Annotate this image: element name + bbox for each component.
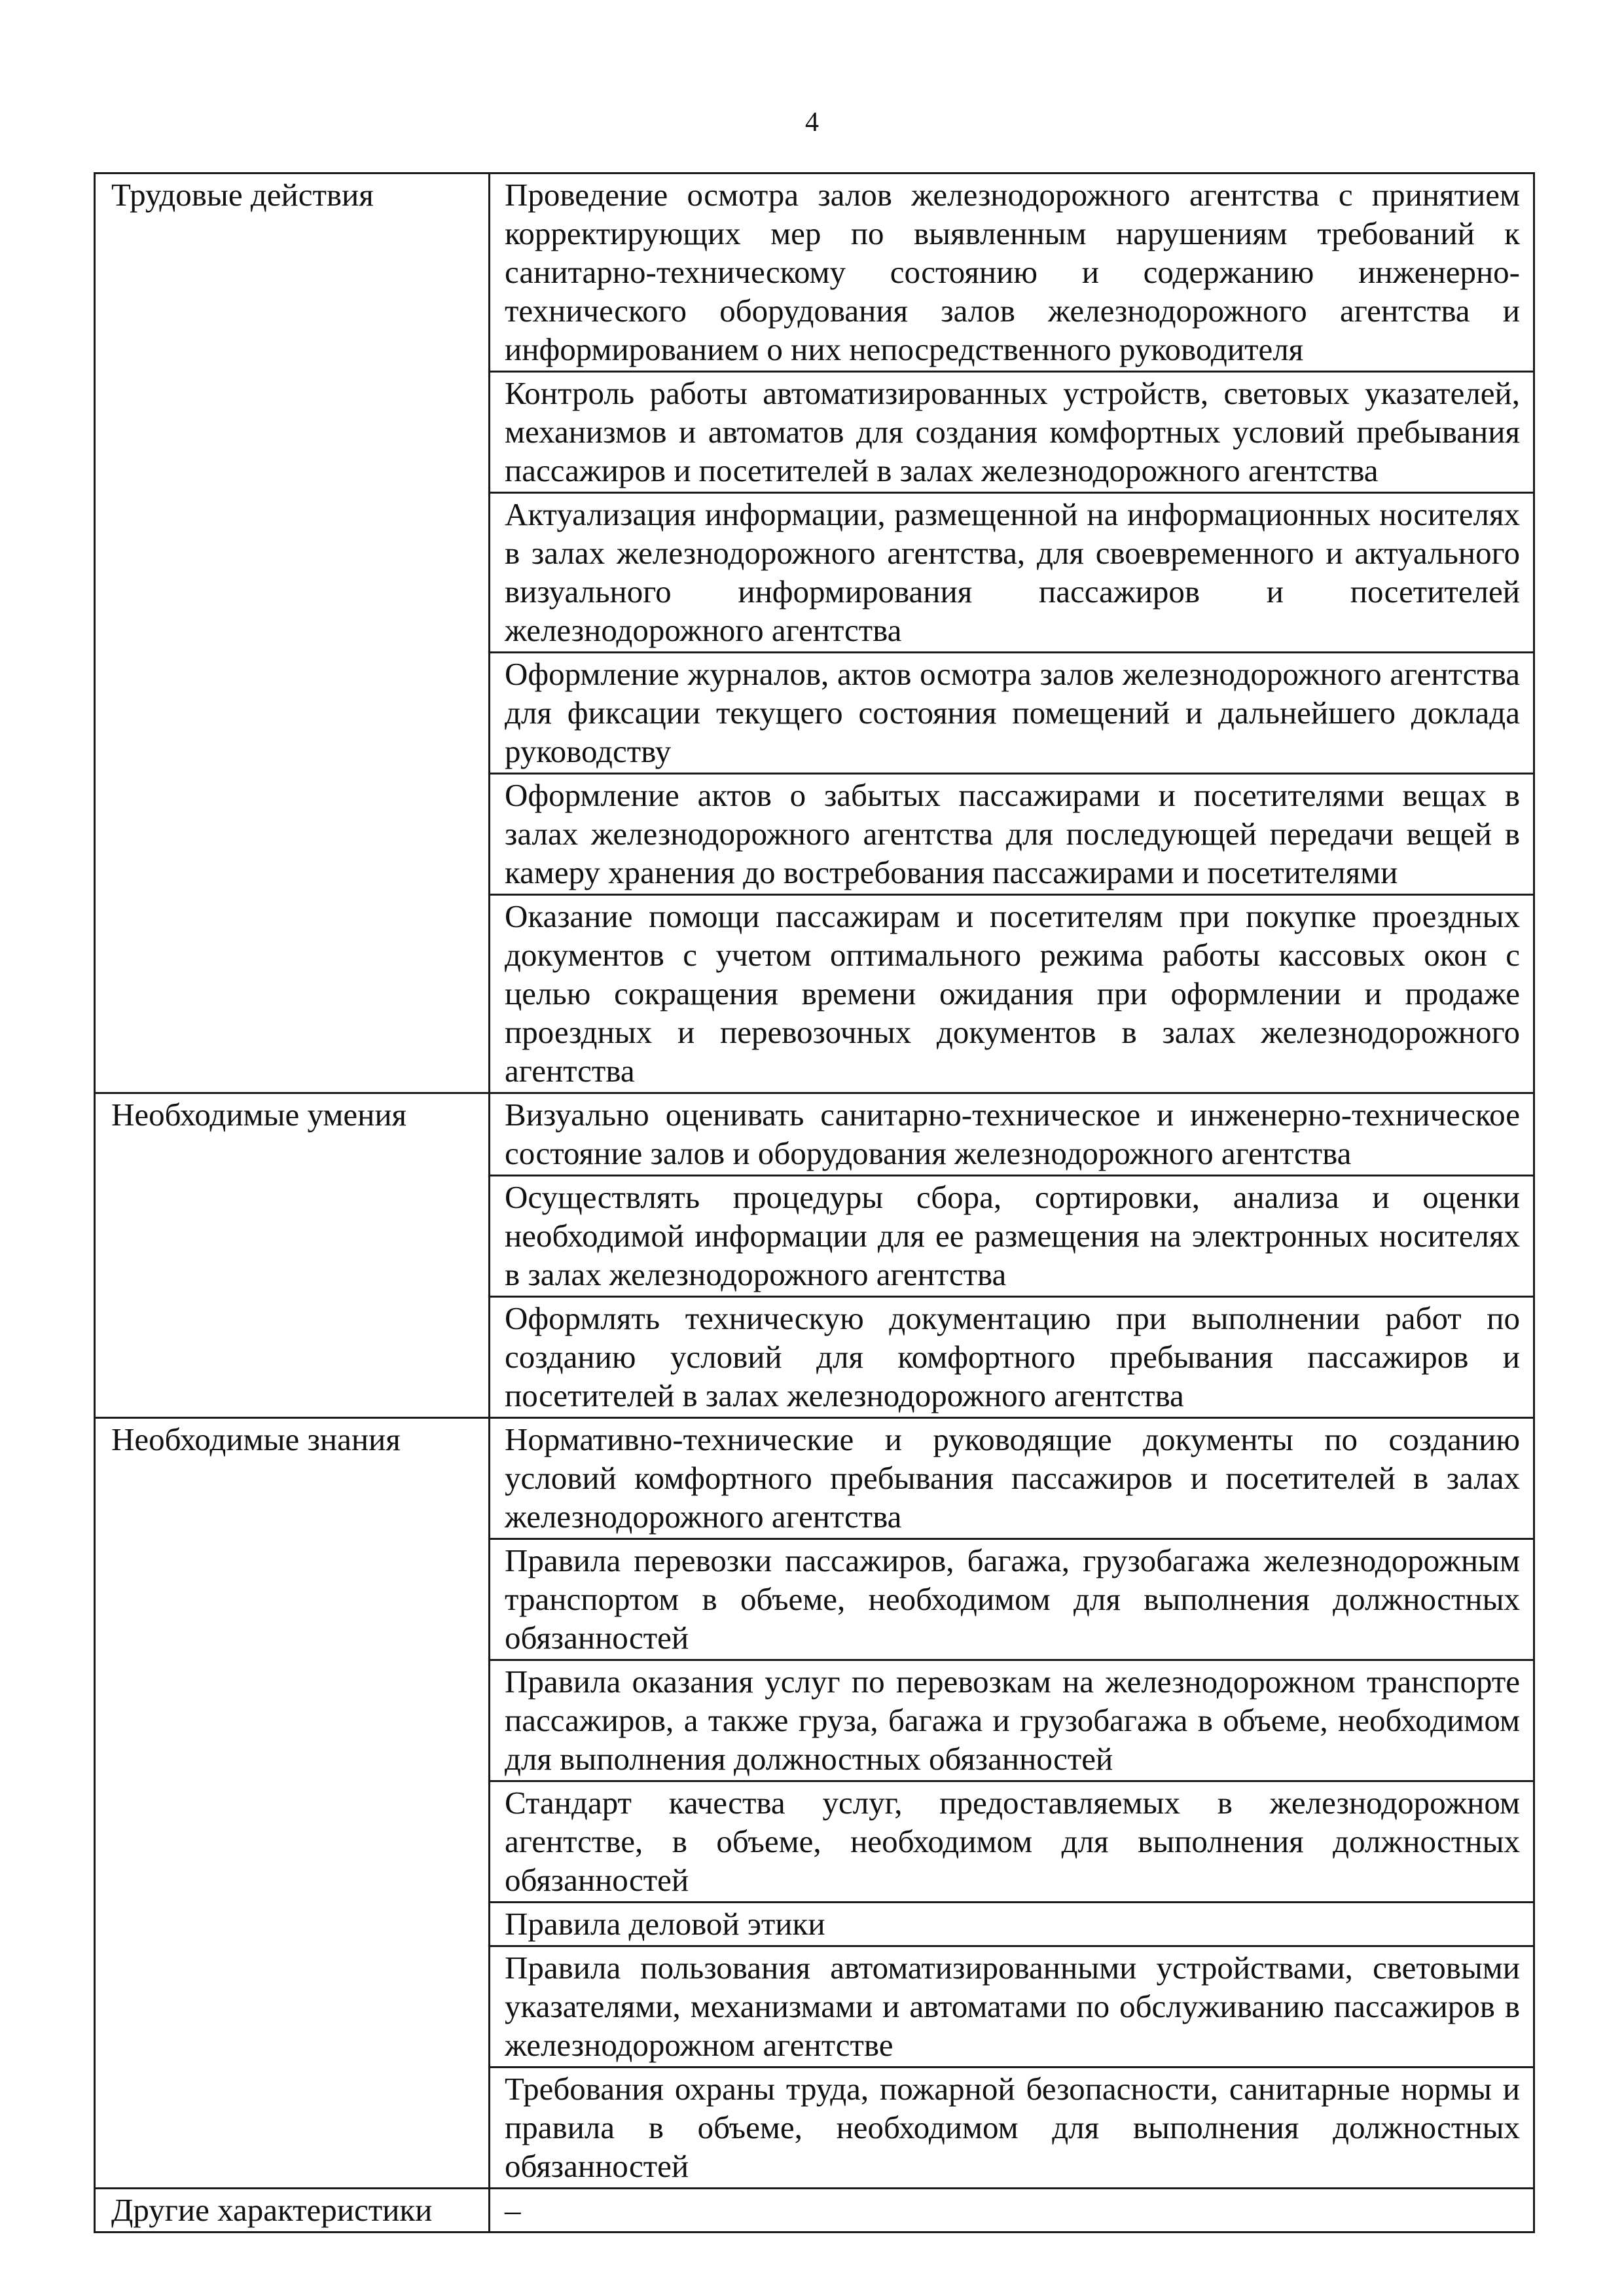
knowledge-item: Правила оказания услуг по перевозкам на железнодорожном транспорте пассажиров, а также груза, багажа и грузобагажа в объеме, необходимом для выполнения должностных обязанностей (490, 1660, 1534, 1781)
table-row (95, 173, 1534, 372)
skill-item: Осуществлять процедуры сбора, сортировки, анализа и оценки необходимой информации для ее размещения на электронных носителях в залах железнодорожного агентства (490, 1176, 1534, 1297)
table-row (95, 1093, 1534, 1176)
labor-action-item: Проведение осмотра залов железнодорожного агентства с принятием корректирующих мер по выявленным нарушениям требований к санитарно-техническому состоянию и содержанию инженерно-технического оборудования залов железнодорожного агентства и информированием о них непосредственного руководителя (490, 173, 1534, 372)
table-row (95, 1418, 1534, 1539)
row-label-required-knowledge: Необходимые знания (95, 1418, 490, 2189)
knowledge-item: Стандарт качества услуг, предоставляемых в железнодорожном агентстве, в объеме, необходимом для выполнения должностных обязанностей (490, 1781, 1534, 1903)
table-row (95, 2189, 1534, 2232)
qualification-table (94, 172, 1535, 2233)
skill-item: Визуально оценивать санитарно-техническое и инженерно-техническое состояние залов и оборудования железнодорожного агентства (490, 1093, 1534, 1176)
knowledge-item: Требования охраны труда, пожарной безопасности, санитарные нормы и правила в объеме, необходимом для выполнения должностных обязанностей (490, 2068, 1534, 2189)
row-label-other-characteristics: Другие характеристики (95, 2189, 490, 2232)
page-number: 4 (805, 107, 819, 137)
labor-action-item: Контроль работы автоматизированных устройств, световых указателей, механизмов и автоматов для создания комфортных условий пребывания пассажиров и посетителей в залах железнодорожного агентства (490, 372, 1534, 493)
labor-action-item: Оформление журналов, актов осмотра залов железнодорожного агентства для фиксации текущего состояния помещений и дальнейшего доклада руководству (490, 653, 1534, 774)
knowledge-item: Правила деловой этики (490, 1903, 1534, 1946)
other-characteristics-value: – (490, 2189, 1534, 2232)
row-label-labor-actions: Трудовые действия (95, 173, 490, 1093)
skill-item: Оформлять техническую документацию при выполнении работ по созданию условий для комфортного пребывания пассажиров и посетителей в залах железнодорожного агентства (490, 1297, 1534, 1418)
labor-action-item: Актуализация информации, размещенной на информационных носителях в залах железнодорожного агентства, для своевременного и актуального визуального информирования пассажиров и посетителей железнодорожного агентства (490, 493, 1534, 653)
knowledge-item: Нормативно-технические и руководящие документы по созданию условий комфортного пребывания пассажиров и посетителей в залах железнодорожного агентства (490, 1418, 1534, 1539)
row-label-required-skills: Необходимые умения (95, 1093, 490, 1418)
labor-action-item: Оказание помощи пассажирам и посетителям при покупке проездных документов с учетом оптимального режима работы кассовых окон с целью сокращения времени ожидания при оформлении и продаже проездных и перевозочных документов в залах железнодорожного агентства (490, 895, 1534, 1093)
knowledge-item: Правила перевозки пассажиров, багажа, грузобагажа железнодорожным транспортом в объеме, необходимом для выполнения должностных обязанностей (490, 1539, 1534, 1660)
knowledge-item: Правила пользования автоматизированными устройствами, световыми указателями, механизмами и автоматами по обслуживанию пассажиров в железнодорожном агентстве (490, 1946, 1534, 2068)
labor-action-item: Оформление актов о забытых пассажирами и посетителями вещах в залах железнодорожного агентства для последующей передачи вещей в камеру хранения до востребования пассажирами и посетителями (490, 774, 1534, 895)
